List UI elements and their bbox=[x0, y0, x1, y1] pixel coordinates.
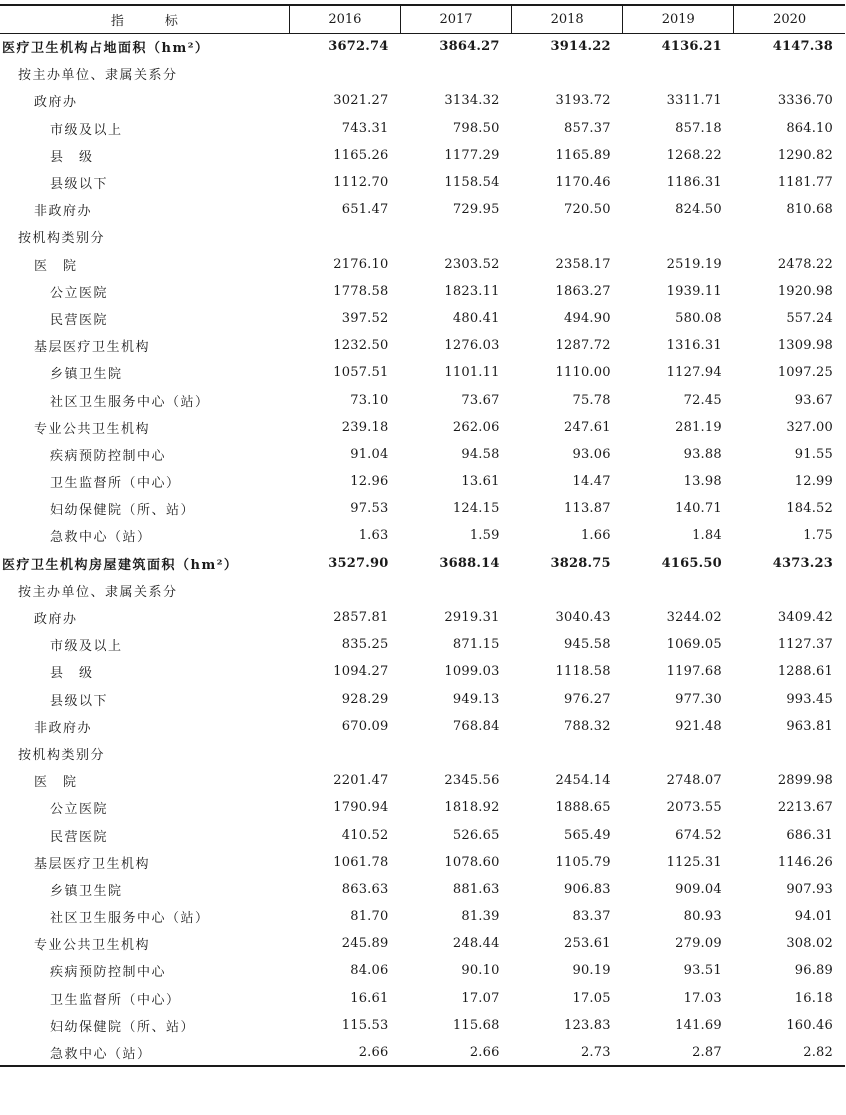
value-cell-2016: 239.18 bbox=[341, 419, 389, 435]
value-cell-2018: 1170.46 bbox=[555, 175, 611, 191]
table-section-row bbox=[0, 550, 845, 577]
value-cell-2017: 1177.29 bbox=[444, 147, 500, 163]
value-cell-2019: 921.48 bbox=[675, 718, 722, 734]
value-cell-2017: 2919.31 bbox=[444, 610, 500, 626]
value-cell-2018 bbox=[512, 60, 623, 87]
value-cell-2018: 1.66 bbox=[580, 528, 611, 544]
row-label: 按主办单位、隶属关系分 bbox=[18, 68, 178, 84]
value-cell-2016: 1061.78 bbox=[333, 854, 389, 870]
value-cell-2019: 140.71 bbox=[675, 501, 722, 517]
value-cell-2020: 1309.98 bbox=[777, 338, 833, 354]
value-cell-2017: 73.67 bbox=[461, 392, 500, 408]
table-row bbox=[0, 495, 845, 522]
value-cell-2020 bbox=[734, 223, 845, 250]
value-cell-2020: 1181.77 bbox=[777, 175, 833, 191]
row-label: 按机构类别分 bbox=[18, 747, 106, 763]
row-label: 民营医院 bbox=[50, 829, 109, 845]
value-cell-2016: 1165.26 bbox=[333, 147, 389, 163]
value-cell-2018: 1165.89 bbox=[555, 147, 611, 163]
row-label: 按机构类别分 bbox=[18, 231, 106, 247]
value-cell-2020: 1127.37 bbox=[777, 637, 833, 653]
year-column-header: 2017 bbox=[400, 5, 511, 33]
value-cell-2017 bbox=[400, 60, 511, 87]
table-row bbox=[0, 305, 845, 332]
row-label: 医疗卫生机构占地面积（hm²） bbox=[2, 41, 210, 57]
value-cell-2016: 12.96 bbox=[350, 474, 389, 490]
table-row bbox=[0, 658, 845, 685]
value-cell-2017: 1823.11 bbox=[444, 283, 500, 299]
value-cell-2018: 2454.14 bbox=[555, 773, 611, 789]
value-cell-2017: 81.39 bbox=[461, 909, 500, 925]
value-cell-2016: 397.52 bbox=[341, 310, 389, 326]
value-cell-2016 bbox=[289, 223, 400, 250]
value-cell-2016: 1057.51 bbox=[333, 365, 389, 381]
value-cell-2018: 1105.79 bbox=[555, 854, 611, 870]
value-cell-2019: 1.84 bbox=[692, 528, 722, 544]
value-cell-2020: 1290.82 bbox=[777, 147, 833, 163]
table-row bbox=[0, 332, 845, 359]
value-cell-2019: 674.52 bbox=[675, 827, 722, 843]
value-cell-2019: 1316.31 bbox=[666, 338, 722, 354]
value-cell-2019: 1069.05 bbox=[666, 637, 722, 653]
row-label: 县级以下 bbox=[50, 693, 109, 709]
value-cell-2016: 410.52 bbox=[341, 827, 389, 843]
value-cell-2019: 3244.02 bbox=[666, 610, 722, 626]
row-label: 医 院 bbox=[34, 775, 78, 791]
value-cell-2018 bbox=[512, 577, 623, 604]
value-cell-2018: 976.27 bbox=[564, 691, 611, 707]
table-row bbox=[0, 386, 845, 413]
value-cell-2016: 1112.70 bbox=[333, 175, 389, 191]
value-cell-2019: 80.93 bbox=[683, 909, 722, 925]
row-label: 专业公共卫生机构 bbox=[34, 421, 151, 437]
value-cell-2020: 1097.25 bbox=[777, 365, 833, 381]
value-cell-2019: 1197.68 bbox=[666, 664, 722, 680]
value-cell-2018: 123.83 bbox=[564, 1017, 611, 1033]
value-cell-2017: 3864.27 bbox=[439, 39, 500, 55]
value-cell-2020: 3409.42 bbox=[777, 610, 833, 626]
table-row bbox=[0, 604, 845, 631]
row-label: 社区卫生服务中心（站） bbox=[50, 911, 210, 927]
value-cell-2017: 1818.92 bbox=[444, 800, 500, 816]
value-cell-2019: 4165.50 bbox=[661, 555, 722, 571]
value-cell-2018: 2358.17 bbox=[555, 256, 611, 272]
row-label: 非政府办 bbox=[34, 720, 93, 736]
value-cell-2016: 928.29 bbox=[341, 691, 389, 707]
year-column-header: 2020 bbox=[734, 5, 845, 33]
value-cell-2020: 1920.98 bbox=[777, 283, 833, 299]
value-cell-2018: 3193.72 bbox=[555, 93, 611, 109]
value-cell-2019: 2748.07 bbox=[666, 773, 722, 789]
value-cell-2018: 1287.72 bbox=[555, 338, 611, 354]
value-cell-2017: 3688.14 bbox=[439, 555, 500, 571]
table-row bbox=[0, 713, 845, 740]
value-cell-2018: 3914.22 bbox=[550, 39, 611, 55]
row-label: 市级及以上 bbox=[50, 639, 123, 655]
value-cell-2017: 2345.56 bbox=[444, 773, 500, 789]
row-label: 按主办单位、隶属关系分 bbox=[18, 584, 178, 600]
value-cell-2017 bbox=[400, 223, 511, 250]
value-cell-2016: 670.09 bbox=[341, 718, 389, 734]
value-cell-2016: 1790.94 bbox=[333, 800, 389, 816]
value-cell-2019: 1268.22 bbox=[666, 147, 722, 163]
value-cell-2017: 1158.54 bbox=[444, 175, 500, 191]
row-label: 政府办 bbox=[34, 612, 78, 628]
table-row bbox=[0, 169, 845, 196]
row-label: 卫生监督所（中心） bbox=[50, 992, 181, 1008]
row-label: 妇幼保健院（所、站） bbox=[50, 1019, 196, 1035]
value-cell-2019: 977.30 bbox=[675, 691, 722, 707]
table-row bbox=[0, 686, 845, 713]
value-cell-2020: 16.18 bbox=[794, 990, 833, 1006]
value-cell-2018: 1863.27 bbox=[555, 283, 611, 299]
table-row bbox=[0, 441, 845, 468]
value-cell-2018 bbox=[512, 223, 623, 250]
value-cell-2016: 16.61 bbox=[350, 990, 389, 1006]
value-cell-2020: 2899.98 bbox=[777, 773, 833, 789]
value-cell-2019 bbox=[623, 740, 734, 767]
value-cell-2018: 14.47 bbox=[572, 474, 611, 490]
value-cell-2016: 2201.47 bbox=[333, 773, 389, 789]
value-cell-2017: 13.61 bbox=[461, 474, 500, 490]
value-cell-2017: 1.59 bbox=[469, 528, 500, 544]
table-header bbox=[0, 5, 845, 33]
value-cell-2019: 72.45 bbox=[683, 392, 722, 408]
value-cell-2019 bbox=[623, 223, 734, 250]
value-cell-2019: 3311.71 bbox=[666, 93, 722, 109]
value-cell-2019: 2519.19 bbox=[666, 256, 722, 272]
value-cell-2019 bbox=[623, 60, 734, 87]
value-cell-2020: 1288.61 bbox=[777, 664, 833, 680]
table-row bbox=[0, 1012, 845, 1039]
value-cell-2018: 90.19 bbox=[572, 963, 611, 979]
value-cell-2018: 788.32 bbox=[564, 718, 611, 734]
row-label: 乡镇卫生院 bbox=[50, 883, 123, 899]
value-cell-2020: 2478.22 bbox=[777, 256, 833, 272]
value-cell-2017: 871.15 bbox=[452, 637, 500, 653]
row-label: 市级及以上 bbox=[50, 122, 123, 138]
value-cell-2020: 4147.38 bbox=[772, 39, 833, 55]
value-cell-2020: 91.55 bbox=[794, 446, 833, 462]
value-cell-2017: 2303.52 bbox=[444, 256, 500, 272]
value-cell-2020: 907.93 bbox=[786, 881, 833, 897]
year-column-header: 2019 bbox=[623, 5, 734, 33]
table-row bbox=[0, 1039, 845, 1066]
row-label: 社区卫生服务中心（站） bbox=[50, 394, 210, 410]
value-cell-2018: 945.58 bbox=[564, 637, 611, 653]
table-row bbox=[0, 359, 845, 386]
row-label: 县 级 bbox=[50, 149, 94, 165]
value-cell-2020: 864.10 bbox=[786, 120, 833, 136]
row-label: 乡镇卫生院 bbox=[50, 367, 123, 383]
value-cell-2016: 91.04 bbox=[350, 446, 389, 462]
value-cell-2018: 720.50 bbox=[564, 202, 611, 218]
value-cell-2016: 2176.10 bbox=[333, 256, 389, 272]
year-column-header: 2016 bbox=[289, 5, 400, 33]
value-cell-2018: 906.83 bbox=[564, 881, 611, 897]
value-cell-2017: 1276.03 bbox=[444, 338, 500, 354]
value-cell-2018: 93.06 bbox=[572, 446, 611, 462]
value-cell-2016: 1.63 bbox=[358, 528, 389, 544]
value-cell-2016: 3672.74 bbox=[328, 39, 389, 55]
table-row bbox=[0, 115, 845, 142]
value-cell-2017: 1099.03 bbox=[444, 664, 500, 680]
table-row bbox=[0, 876, 845, 903]
value-cell-2019: 1939.11 bbox=[666, 283, 722, 299]
row-label: 基层医疗卫生机构 bbox=[34, 340, 151, 356]
value-cell-2017: 262.06 bbox=[452, 419, 500, 435]
value-cell-2016: 3021.27 bbox=[333, 93, 389, 109]
value-cell-2018: 3828.75 bbox=[550, 555, 611, 571]
value-cell-2020: 1146.26 bbox=[777, 854, 833, 870]
value-cell-2019: 857.18 bbox=[675, 120, 722, 136]
value-cell-2016: 245.89 bbox=[341, 936, 389, 952]
row-label: 非政府办 bbox=[34, 204, 93, 220]
value-cell-2016 bbox=[289, 60, 400, 87]
row-label: 疾病预防控制中心 bbox=[50, 965, 167, 981]
table-row bbox=[0, 468, 845, 495]
table-row bbox=[0, 196, 845, 223]
table-row bbox=[0, 87, 845, 114]
row-label: 公立医院 bbox=[50, 285, 109, 301]
row-label: 县级以下 bbox=[50, 177, 109, 193]
row-label: 急救中心（站） bbox=[0, 1039, 289, 1066]
value-cell-2017 bbox=[400, 740, 511, 767]
value-cell-2017: 480.41 bbox=[452, 310, 500, 326]
value-cell-2019: 2073.55 bbox=[666, 800, 722, 816]
value-cell-2019: 2.87 bbox=[623, 1039, 734, 1066]
value-cell-2017: 729.95 bbox=[452, 202, 500, 218]
row-label: 政府办 bbox=[34, 95, 78, 111]
table-row bbox=[0, 849, 845, 876]
value-cell-2017: 1078.60 bbox=[444, 854, 500, 870]
value-cell-2016: 2857.81 bbox=[333, 610, 389, 626]
value-cell-2020: 160.46 bbox=[786, 1017, 833, 1033]
table-row bbox=[0, 251, 845, 278]
value-cell-2016: 743.31 bbox=[341, 120, 389, 136]
table-group-row bbox=[0, 223, 845, 250]
value-cell-2018: 83.37 bbox=[572, 909, 611, 925]
value-cell-2017: 949.13 bbox=[452, 691, 500, 707]
value-cell-2019: 909.04 bbox=[675, 881, 722, 897]
value-cell-2018: 1118.58 bbox=[555, 664, 611, 680]
value-cell-2016: 1094.27 bbox=[333, 664, 389, 680]
value-cell-2016 bbox=[289, 740, 400, 767]
row-label: 急救中心（站） bbox=[50, 530, 152, 546]
value-cell-2019: 141.69 bbox=[675, 1017, 722, 1033]
value-cell-2020: 2213.67 bbox=[777, 800, 833, 816]
statistics-table bbox=[0, 4, 845, 1067]
value-cell-2018: 857.37 bbox=[564, 120, 611, 136]
table-row bbox=[0, 631, 845, 658]
row-label: 疾病预防控制中心 bbox=[50, 448, 167, 464]
table-row bbox=[0, 794, 845, 821]
value-cell-2018: 17.05 bbox=[572, 990, 611, 1006]
value-cell-2017: 2.66 bbox=[400, 1039, 511, 1066]
value-cell-2017 bbox=[400, 577, 511, 604]
value-cell-2017: 768.84 bbox=[452, 718, 500, 734]
value-cell-2020: 4373.23 bbox=[772, 555, 833, 571]
value-cell-2016: 651.47 bbox=[341, 202, 389, 218]
value-cell-2020: 96.89 bbox=[794, 963, 833, 979]
value-cell-2020: 810.68 bbox=[786, 202, 833, 218]
row-label: 县 级 bbox=[50, 666, 94, 682]
value-cell-2016: 115.53 bbox=[341, 1017, 389, 1033]
value-cell-2019: 1125.31 bbox=[666, 854, 722, 870]
value-cell-2016: 3527.90 bbox=[328, 555, 389, 571]
table-row bbox=[0, 821, 845, 848]
value-cell-2020: 686.31 bbox=[786, 827, 833, 843]
table-row bbox=[0, 767, 845, 794]
value-cell-2017: 94.58 bbox=[461, 446, 500, 462]
value-cell-2017: 798.50 bbox=[452, 120, 500, 136]
value-cell-2019: 4136.21 bbox=[661, 39, 722, 55]
value-cell-2017: 1101.11 bbox=[444, 365, 500, 381]
value-cell-2018: 1888.65 bbox=[555, 800, 611, 816]
value-cell-2020 bbox=[734, 60, 845, 87]
table-row bbox=[0, 278, 845, 305]
value-cell-2019: 824.50 bbox=[675, 202, 722, 218]
value-cell-2018: 3040.43 bbox=[555, 610, 611, 626]
value-cell-2019: 580.08 bbox=[675, 310, 722, 326]
row-label: 专业公共卫生机构 bbox=[34, 938, 151, 954]
row-label: 妇幼保健院（所、站） bbox=[50, 503, 196, 519]
value-cell-2019: 93.88 bbox=[683, 446, 722, 462]
table-row bbox=[0, 522, 845, 549]
value-cell-2020: 2.82 bbox=[734, 1039, 845, 1066]
row-label: 民营医院 bbox=[50, 312, 109, 328]
value-cell-2017: 124.15 bbox=[452, 501, 500, 517]
value-cell-2018: 494.90 bbox=[564, 310, 611, 326]
value-cell-2016: 2.66 bbox=[289, 1039, 400, 1066]
row-label: 公立医院 bbox=[50, 802, 109, 818]
value-cell-2020: 327.00 bbox=[786, 419, 833, 435]
table-row bbox=[0, 985, 845, 1012]
value-cell-2019: 279.09 bbox=[675, 936, 722, 952]
value-cell-2016: 1232.50 bbox=[333, 338, 389, 354]
table-row bbox=[0, 414, 845, 441]
table-group-row bbox=[0, 740, 845, 767]
value-cell-2020: 12.99 bbox=[794, 474, 833, 490]
value-cell-2020 bbox=[734, 740, 845, 767]
value-cell-2016: 81.70 bbox=[350, 909, 389, 925]
row-label: 医疗卫生机构房屋建筑面积（hm²） bbox=[2, 557, 239, 573]
value-cell-2019: 17.03 bbox=[683, 990, 722, 1006]
value-cell-2016 bbox=[289, 577, 400, 604]
value-cell-2016: 73.10 bbox=[350, 392, 389, 408]
value-cell-2018: 253.61 bbox=[564, 936, 611, 952]
value-cell-2016: 1778.58 bbox=[333, 283, 389, 299]
value-cell-2018: 75.78 bbox=[572, 392, 611, 408]
indicator-column-header: 指 标 bbox=[0, 5, 289, 33]
value-cell-2019: 13.98 bbox=[683, 474, 722, 490]
value-cell-2019: 1127.94 bbox=[666, 365, 722, 381]
value-cell-2017: 115.68 bbox=[452, 1017, 500, 1033]
header-row bbox=[0, 5, 845, 33]
value-cell-2020: 557.24 bbox=[786, 310, 833, 326]
value-cell-2018: 247.61 bbox=[564, 419, 611, 435]
value-cell-2018: 2.73 bbox=[512, 1039, 623, 1066]
value-cell-2017: 17.07 bbox=[461, 990, 500, 1006]
table-row bbox=[0, 142, 845, 169]
value-cell-2016: 835.25 bbox=[341, 637, 389, 653]
value-cell-2020: 3336.70 bbox=[777, 93, 833, 109]
table-group-row bbox=[0, 60, 845, 87]
table-section-row bbox=[0, 33, 845, 60]
value-cell-2020: 184.52 bbox=[786, 501, 833, 517]
table-row bbox=[0, 957, 845, 984]
value-cell-2019: 281.19 bbox=[675, 419, 722, 435]
value-cell-2019: 93.51 bbox=[683, 963, 722, 979]
row-label: 医 院 bbox=[34, 258, 78, 274]
table-row bbox=[0, 930, 845, 957]
row-label: 基层医疗卫生机构 bbox=[34, 856, 151, 872]
table-body bbox=[0, 33, 845, 1066]
year-column-header: 2018 bbox=[512, 5, 623, 33]
value-cell-2020 bbox=[734, 577, 845, 604]
value-cell-2017: 248.44 bbox=[452, 936, 500, 952]
value-cell-2018: 565.49 bbox=[564, 827, 611, 843]
value-cell-2019: 1186.31 bbox=[666, 175, 722, 191]
value-cell-2017: 526.65 bbox=[452, 827, 500, 843]
table-row bbox=[0, 903, 845, 930]
value-cell-2018 bbox=[512, 740, 623, 767]
table-group-row bbox=[0, 577, 845, 604]
value-cell-2016: 863.63 bbox=[341, 881, 389, 897]
value-cell-2017: 881.63 bbox=[452, 881, 500, 897]
value-cell-2020: 1.75 bbox=[803, 528, 833, 544]
value-cell-2018: 113.87 bbox=[564, 501, 611, 517]
value-cell-2019 bbox=[623, 577, 734, 604]
value-cell-2018: 1110.00 bbox=[555, 365, 611, 381]
value-cell-2020: 963.81 bbox=[786, 718, 833, 734]
value-cell-2020: 993.45 bbox=[786, 691, 833, 707]
value-cell-2016: 84.06 bbox=[350, 963, 389, 979]
value-cell-2017: 90.10 bbox=[461, 963, 500, 979]
row-label: 卫生监督所（中心） bbox=[50, 476, 181, 492]
value-cell-2020: 94.01 bbox=[794, 909, 833, 925]
value-cell-2020: 308.02 bbox=[786, 936, 833, 952]
value-cell-2020: 93.67 bbox=[794, 392, 833, 408]
value-cell-2017: 3134.32 bbox=[444, 93, 500, 109]
value-cell-2016: 97.53 bbox=[350, 501, 389, 517]
